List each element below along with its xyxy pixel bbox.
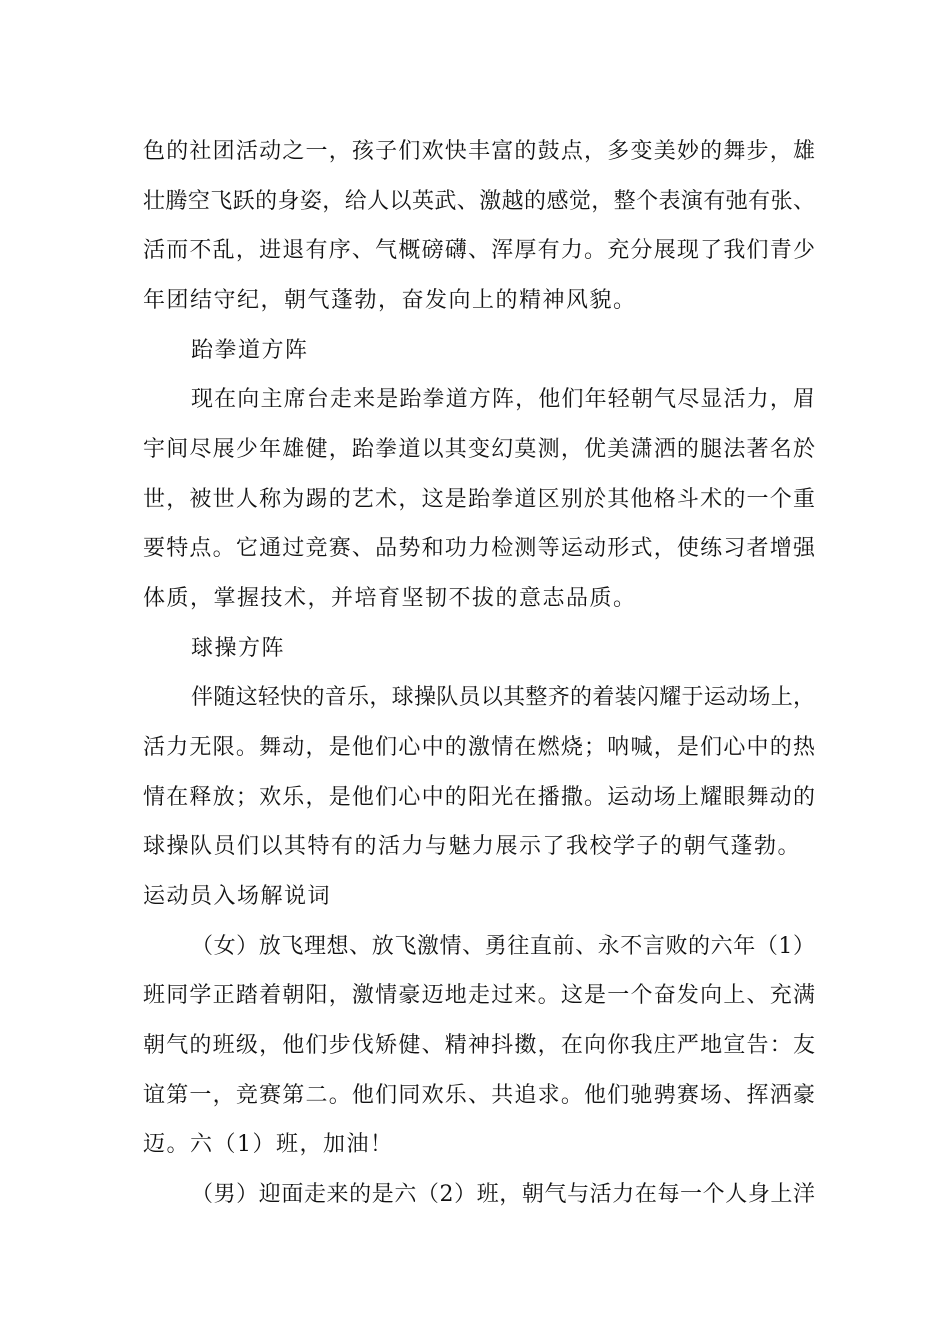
section-heading-athlete-entrance: 运动员入场解说词 [143, 884, 332, 909]
text-line-2: 壮腾空飞跃的身姿，给人以英武、激越的感觉，整个表演有弛有张、 [143, 189, 815, 214]
section-heading-ball-exercise: 球操方阵 [191, 636, 286, 661]
text-line-1: 色的社团活动之一，孩子们欢快丰富的鼓点，多变美妙的舞步，雄 [143, 139, 815, 164]
text-line-9: 要特点。它通过竞赛、品势和功力检测等运动形式，使练习者增强 [143, 536, 815, 561]
text-line-15: 球操队员们以其特有的活力与魅力展示了我校学子的朝气蓬勃。 [143, 834, 802, 859]
text-line-22: （男）迎面走来的是六（2）班，朝气与活力在每一个人身上洋 [191, 1182, 815, 1207]
text-line-4: 年团结守纪，朝气蓬勃，奋发向上的精神风貌。 [143, 288, 637, 313]
section-heading-taekwondo: 跆拳道方阵 [191, 338, 309, 363]
text-line-20: 谊第一，竞赛第二。他们同欢乐、共追求。他们驰骋赛场、挥洒豪 [143, 1083, 815, 1108]
text-line-14: 情在释放；欢乐，是他们心中的阳光在播撒。运动场上耀眼舞动的 [143, 785, 815, 810]
text-line-21: 迈。六（1）班，加油！ [143, 1132, 394, 1157]
text-line-8: 世，被世人称为踢的艺术，这是跆拳道区别於其他格斗术的一个重 [143, 487, 815, 512]
text-line-6: 现在向主席台走来是跆拳道方阵，他们年轻朝气尽显活力，眉 [191, 387, 815, 412]
text-line-17: （女）放飞理想、放飞激情、勇往直前、永不言败的六年（1） [191, 934, 815, 959]
text-line-13: 活力无限。舞动，是他们心中的激情在燃烧；呐喊，是们心中的热 [143, 735, 815, 760]
text-line-7: 宇间尽展少年雄健，跆拳道以其变幻莫测，优美潇洒的腿法著名於 [143, 437, 815, 462]
text-line-12: 伴随这轻快的音乐，球操队员以其整齐的着装闪耀于运动场上， [191, 685, 815, 710]
text-line-3: 活而不乱，进退有序、气概磅礴、浑厚有力。充分展现了我们青少 [143, 238, 815, 263]
text-line-10: 体质，掌握技术，并培育坚韧不拔的意志品质。 [143, 586, 637, 611]
text-line-19: 朝气的班级，他们步伐矫健、精神抖擞，在向你我庄严地宣告：友 [143, 1033, 815, 1058]
text-line-18: 班同学正踏着朝阳，激情豪迈地走过来。这是一个奋发向上、充满 [143, 983, 815, 1008]
